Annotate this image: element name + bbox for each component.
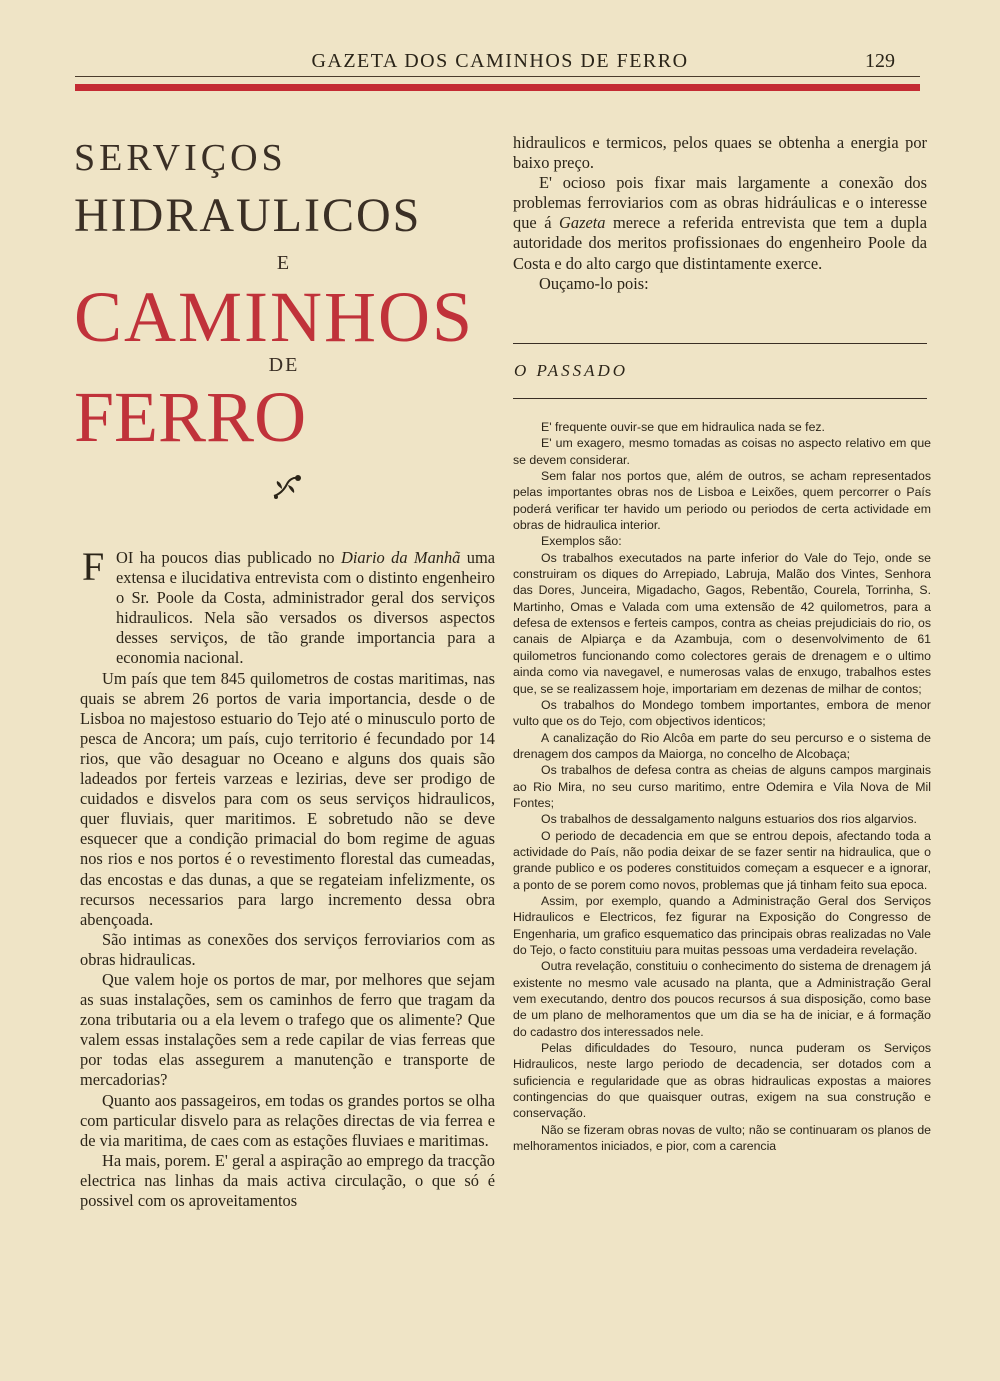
paragraph: E' frequente ouvir-se que em hidraulica nada se fez. xyxy=(541,420,825,434)
paragraph: OI ha poucos dias publicado no Diario da Manhã uma extensa e ilucidativa entrevista com o distinto engenheiro o Sr. Poole da Costa, administrador geral dos serviços hidraulicos. Nela são versados os diversos aspectos desses serviços, de tão grande importancia para a economia nacional. xyxy=(116,548,495,668)
title-line-servicos: SERVIÇOS xyxy=(74,137,287,179)
title-line-de: DE xyxy=(268,354,300,376)
section-rule-bottom xyxy=(513,398,927,399)
paragraph: Assim, por exemplo, quando a Administração Geral dos Serviços Hidraulicos e Electricos, fez figurar na Exposição do Congresso de Engenharia, um grafico esquematico das principais obras realizadas no Vale do Tejo, o facto constituiu para muitas pessoas uma verdadeira revelação. xyxy=(513,893,931,957)
paragraph: hidraulicos e termicos, pelos quaes se obtenha a energia por baixo preço. xyxy=(513,133,927,173)
header-red-rule xyxy=(75,84,920,91)
paragraph: Quanto aos passageiros, em todas os grandes portos se olha com particular disvelo para as relações directas de via ferrea e de via maritima, de caes com as estações fluviaes e maritimas. xyxy=(80,1090,495,1150)
paragraph: O periodo de decadencia em que se entrou depois, afectando toda a actividade do País, não podia deixar de se fazer sentir na hidraulica, que o grande publico e os poderes constituidos começam a esquecer e a ignorar, a ponto de se porem como novos, problemas que já tinham feito sua epoca. xyxy=(513,828,931,892)
paragraph: Sem falar nos portos que, além de outros, se acham representados pelas importantes obras nos de Lisboa e Leixões, quem percorrer o País poderá verificar ter havido um periodo ou periodos de certa actividade em obras de hidraulica interior. xyxy=(513,469,931,533)
paragraph: Os trabalhos do Mondego tombem importantes, embora de menor vulto que os do Tejo, com objectivos identicos; xyxy=(513,697,931,729)
section-title: O PASSADO xyxy=(514,361,629,380)
paragraph: E' ocioso pois fixar mais largamente a conexão dos problemas ferroviarios com as obras hidráulicas e o interesse que á Gazeta merece a referida entrevista que tem a dupla autoridade dos meritos profissionaes do engenheiro Poole da Costa e do alto cargo que distintamente exerce. xyxy=(513,173,927,273)
paragraph: Pelas dificuldades do Tesouro, nunca puderam os Serviços Hidraulicos, neste largo periodo de decadencia, ser dotados com a suficiencia e regularidade que as obras hidraulicas expostas a maiores contingencias do que quaisquer outras, exigem na sua construção e conservação. xyxy=(513,1041,931,1121)
paragraph: Ouçamo-lo pois: xyxy=(539,273,649,293)
paragraph: Os trabalhos executados na parte inferior do Vale do Tejo, onde se construiram os diques do Arrepiado, Labruja, Malão dos Vintes, Senhora das Dores, Junceira, Migadacho, Gagos, Rebentão, Courela, Torrinha, S. Martinho, Omas e Valada com uma extensão de 42 quilometros, para a defesa de extensos e ferteis campos, contra as cheias prejudiciais do rio, os canais de Alpiarça e da Azambuja, com o desenvolvimento de 61 quilometros funcionando como colectores gerais de drenagem e o ultimo ainda como via navegavel, e numerosas valas de enxugo, trabalhos estes que, se se realizassem hoje, importariam em dezenas de milhar de contos; xyxy=(513,550,931,696)
running-header-title: GAZETA DOS CAMINHOS DE FERRO xyxy=(311,50,689,72)
title-line-e: E xyxy=(276,252,292,274)
title-line-caminhos: CAMINHOS xyxy=(74,277,475,357)
paragraph: Exemplos são: xyxy=(541,534,622,549)
paragraph: Que valem hoje os portos de mar, por melhores que sejam as suas instalações, sem os caminhos de ferro que tragam da zona tributaria ou a ela levem o trafego que os alimente? Que valem essas instalações sem a rede capilar de vias ferreas que por todas elas assegurem a manutenção e transporte de mercadorias? xyxy=(80,969,495,1090)
section-rule-top xyxy=(513,343,927,344)
floral-ornament-icon xyxy=(270,472,304,502)
title-line-ferro: FERRO xyxy=(74,377,307,457)
header-rule xyxy=(75,76,920,77)
left-column-text xyxy=(80,548,495,1211)
paragraph: E' um exagero, mesmo tomadas as coisas no aspecto relativo em que se devem considerar. xyxy=(513,436,931,467)
page-number: 129 xyxy=(865,50,895,72)
paragraph: Ha mais, porem. E' geral a aspiração ao emprego da tracção electrica nas linhas da mais activa circulação, o que só é possivel com os aproveitamentos xyxy=(80,1150,495,1210)
right-column-body xyxy=(513,419,931,1154)
paragraph: Um país que tem 845 quilometros de costas maritimas, nas quais se abrem 26 portos de varia importancia, desde o de Lisboa no majestoso estuario do Tejo até o minusculo porto de pesca de Ancora; um país, cujo territorio é fecundado por 14 rios, que vão desaguar no Oceano e alguns dos quais são ladeados por ferteis varzeas e lezirias, deve ser prodigo de cuidados e disvelos para com os seus serviços hidraulicos, quer fluviais, quer maritimos. E sobretudo não se deve esquecer que a condição primacial do bom regime de aguas nos rios e nos portos é o revestimento florestal das cumeadas, das encostas e das dunas, a que se regateiam infelizmente, os recursos necessarios para largo incremento dessa obra abençoada. xyxy=(80,668,495,929)
paragraph: São intimas as conexões dos serviços ferroviarios com as obras hidraulicas. xyxy=(80,929,495,969)
paragraph: Outra revelação, constituiu o conhecimento do sistema de drenagem já existente no mesmo vale acusado na planta, que a Administração Geral vem executando, dentro dos poucos recursos á sua disposição, como base de um plano de melhoramentos que um dia se ha de iniciar, e á formação do cadastro dos interessados nele. xyxy=(513,959,931,1039)
paragraph: Os trabalhos de defesa contra as cheias de alguns campos marginais ao Rio Mira, no seu curso maritimo, entre Odemira e Vila Nova de Mil Fontes; xyxy=(513,763,931,810)
paragraph: Não se fizeram obras novas de vulto; não se continuaram os planos de melhoramentos iniciados, e pior, com a carencia xyxy=(513,1122,931,1154)
paragraph: A canalização do Rio Alcôa em parte do seu percurso e o sistema de drenagem dos campos da Maiorga, no concelho de Alcobaça; xyxy=(513,730,931,761)
title-line-hidraulicos: HIDRAULICOS xyxy=(74,189,422,242)
svg-text:F: F xyxy=(82,548,105,584)
right-column-intro xyxy=(513,133,927,294)
paragraph: Os trabalhos de dessalgamento nalguns estuarios dos rios algarvios. xyxy=(541,812,917,827)
